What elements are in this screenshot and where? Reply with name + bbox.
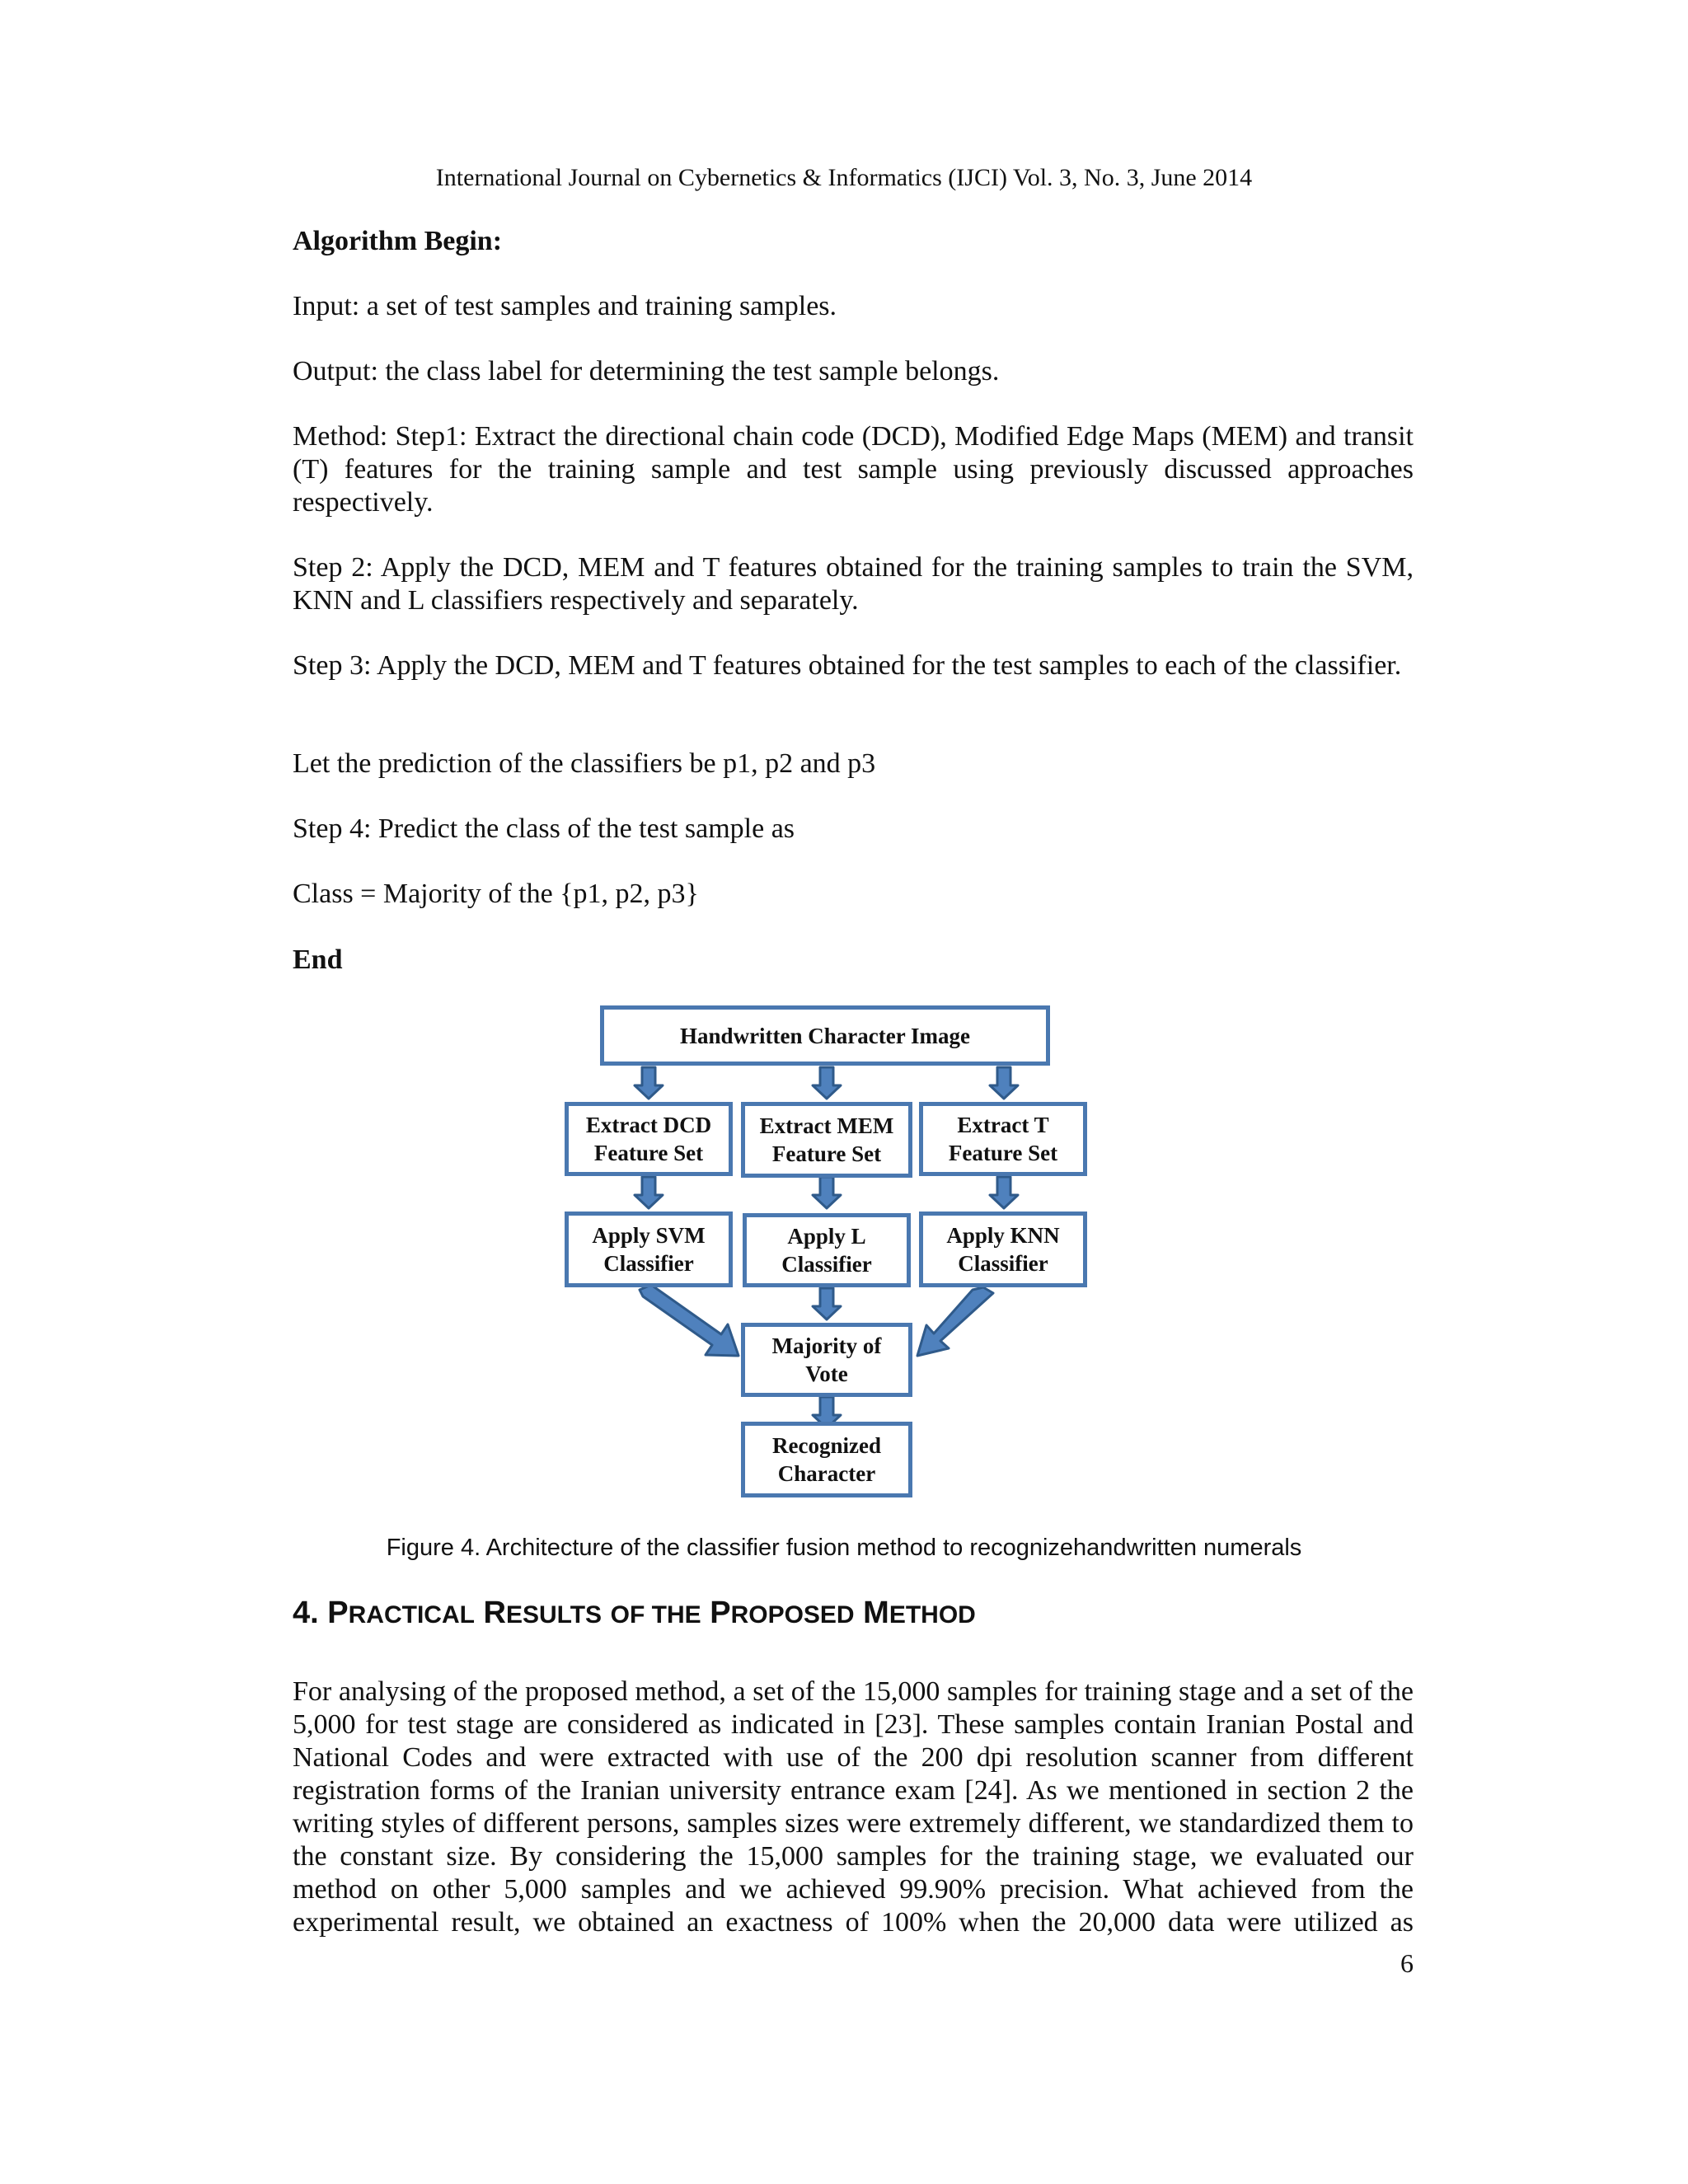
algorithm-method-step1: Method: Step1: Extract the directional chain code (DCD), Modified Edge Maps (MEM) and transit (T) features for the training sample and test sample using previously discussed approaches respectively. <box>293 421 1414 518</box>
arrow-svm-to-majority <box>640 1285 738 1356</box>
title-rest: OF THE <box>610 1601 701 1629</box>
apply-l-box: Apply L Classifier <box>743 1213 911 1287</box>
extract-mem-box: Extract MEM Feature Set <box>741 1102 912 1178</box>
arrow-image-to-t <box>990 1067 1018 1099</box>
title-cap: P <box>710 1596 731 1630</box>
extract-t-box: Extract T Feature Set <box>919 1102 1087 1176</box>
handwritten-image-box: Handwritten Character Image <box>600 1005 1050 1066</box>
majority-vote-box: Majority of Vote <box>741 1323 912 1397</box>
extract-dcd-box: Extract DCD Feature Set <box>565 1102 733 1176</box>
title-cap: M <box>863 1596 889 1630</box>
title-rest: ROPOSED <box>730 1601 855 1629</box>
algorithm-let-predictions: Let the prediction of the classifiers be p1, p2 and p3 <box>293 748 876 779</box>
title-rest: ESULTS <box>505 1601 603 1629</box>
title-rest: RACTICAL <box>348 1601 475 1629</box>
arrow-image-to-dcd <box>635 1067 663 1099</box>
algorithm-input: Input: a set of test samples and training samples. <box>293 291 837 321</box>
algorithm-begin-heading: Algorithm Begin: <box>293 226 503 256</box>
title-cap: R <box>483 1596 506 1630</box>
title-cap: P <box>327 1596 349 1630</box>
section-heading <box>293 1592 976 1636</box>
section-number: 4. <box>293 1596 319 1630</box>
arrow-dcd-to-svm <box>635 1177 663 1208</box>
algorithm-step2: Step 2: Apply the DCD, MEM and T features obtained for the training samples to train the SVM, KNN and L classifiers respectively and separately. <box>293 552 1414 616</box>
recognized-character-box: Recognized Character <box>741 1422 912 1497</box>
results-paragraph: For analysing of the proposed method, a set of the 15,000 samples for training stage and a set of the 5,000 for test stage are considered as indicated in [23]. These samples contain Iranian Postal and National Codes and were extracted with use of the 200 dpi resolution scanner from different registration forms of the Iranian university entrance exam [24]. As we mentioned in section 2 the writing styles of different persons, samples sizes were extremely different, we standardized them to the constant size. By considering the 15,000 samples for the training stage, we evaluated our method on other 5,000 samples and we achieved 99.90% precision. What achieved from the experimental result, we obtained an exactness of 100% when the 20,000 data were utilized as <box>293 1676 1414 1938</box>
arrow-t-to-knn <box>990 1177 1018 1208</box>
arrow-image-to-mem <box>813 1067 841 1099</box>
algorithm-class-equation: Class = Majority of the {p1, p2, p3} <box>293 879 699 909</box>
arrow-l-to-majority <box>813 1288 841 1319</box>
apply-svm-box: Apply SVM Classifier <box>565 1212 733 1287</box>
algorithm-output: Output: the class label for determining the test sample belongs. <box>293 356 1000 387</box>
title-rest: ETHOD <box>889 1601 976 1629</box>
algorithm-step4: Step 4: Predict the class of the test sample as <box>293 813 795 844</box>
page-number: 6 <box>1400 1948 1414 1978</box>
apply-knn-box: Apply KNN Classifier <box>919 1212 1087 1287</box>
algorithm-step3: Step 3: Apply the DCD, MEM and T features obtained for the test samples to each of the classifier. <box>293 650 1402 681</box>
arrow-knn-to-majority <box>917 1287 993 1356</box>
running-header: International Journal on Cybernetics & Informatics (IJCI) Vol. 3, No. 3, June 2014 <box>435 164 1253 191</box>
figure-caption: Figure 4. Architecture of the classifier fusion method to recognizehandwritten numerals <box>386 1535 1302 1561</box>
algorithm-end: End <box>293 944 343 975</box>
arrow-mem-to-l <box>813 1177 841 1208</box>
